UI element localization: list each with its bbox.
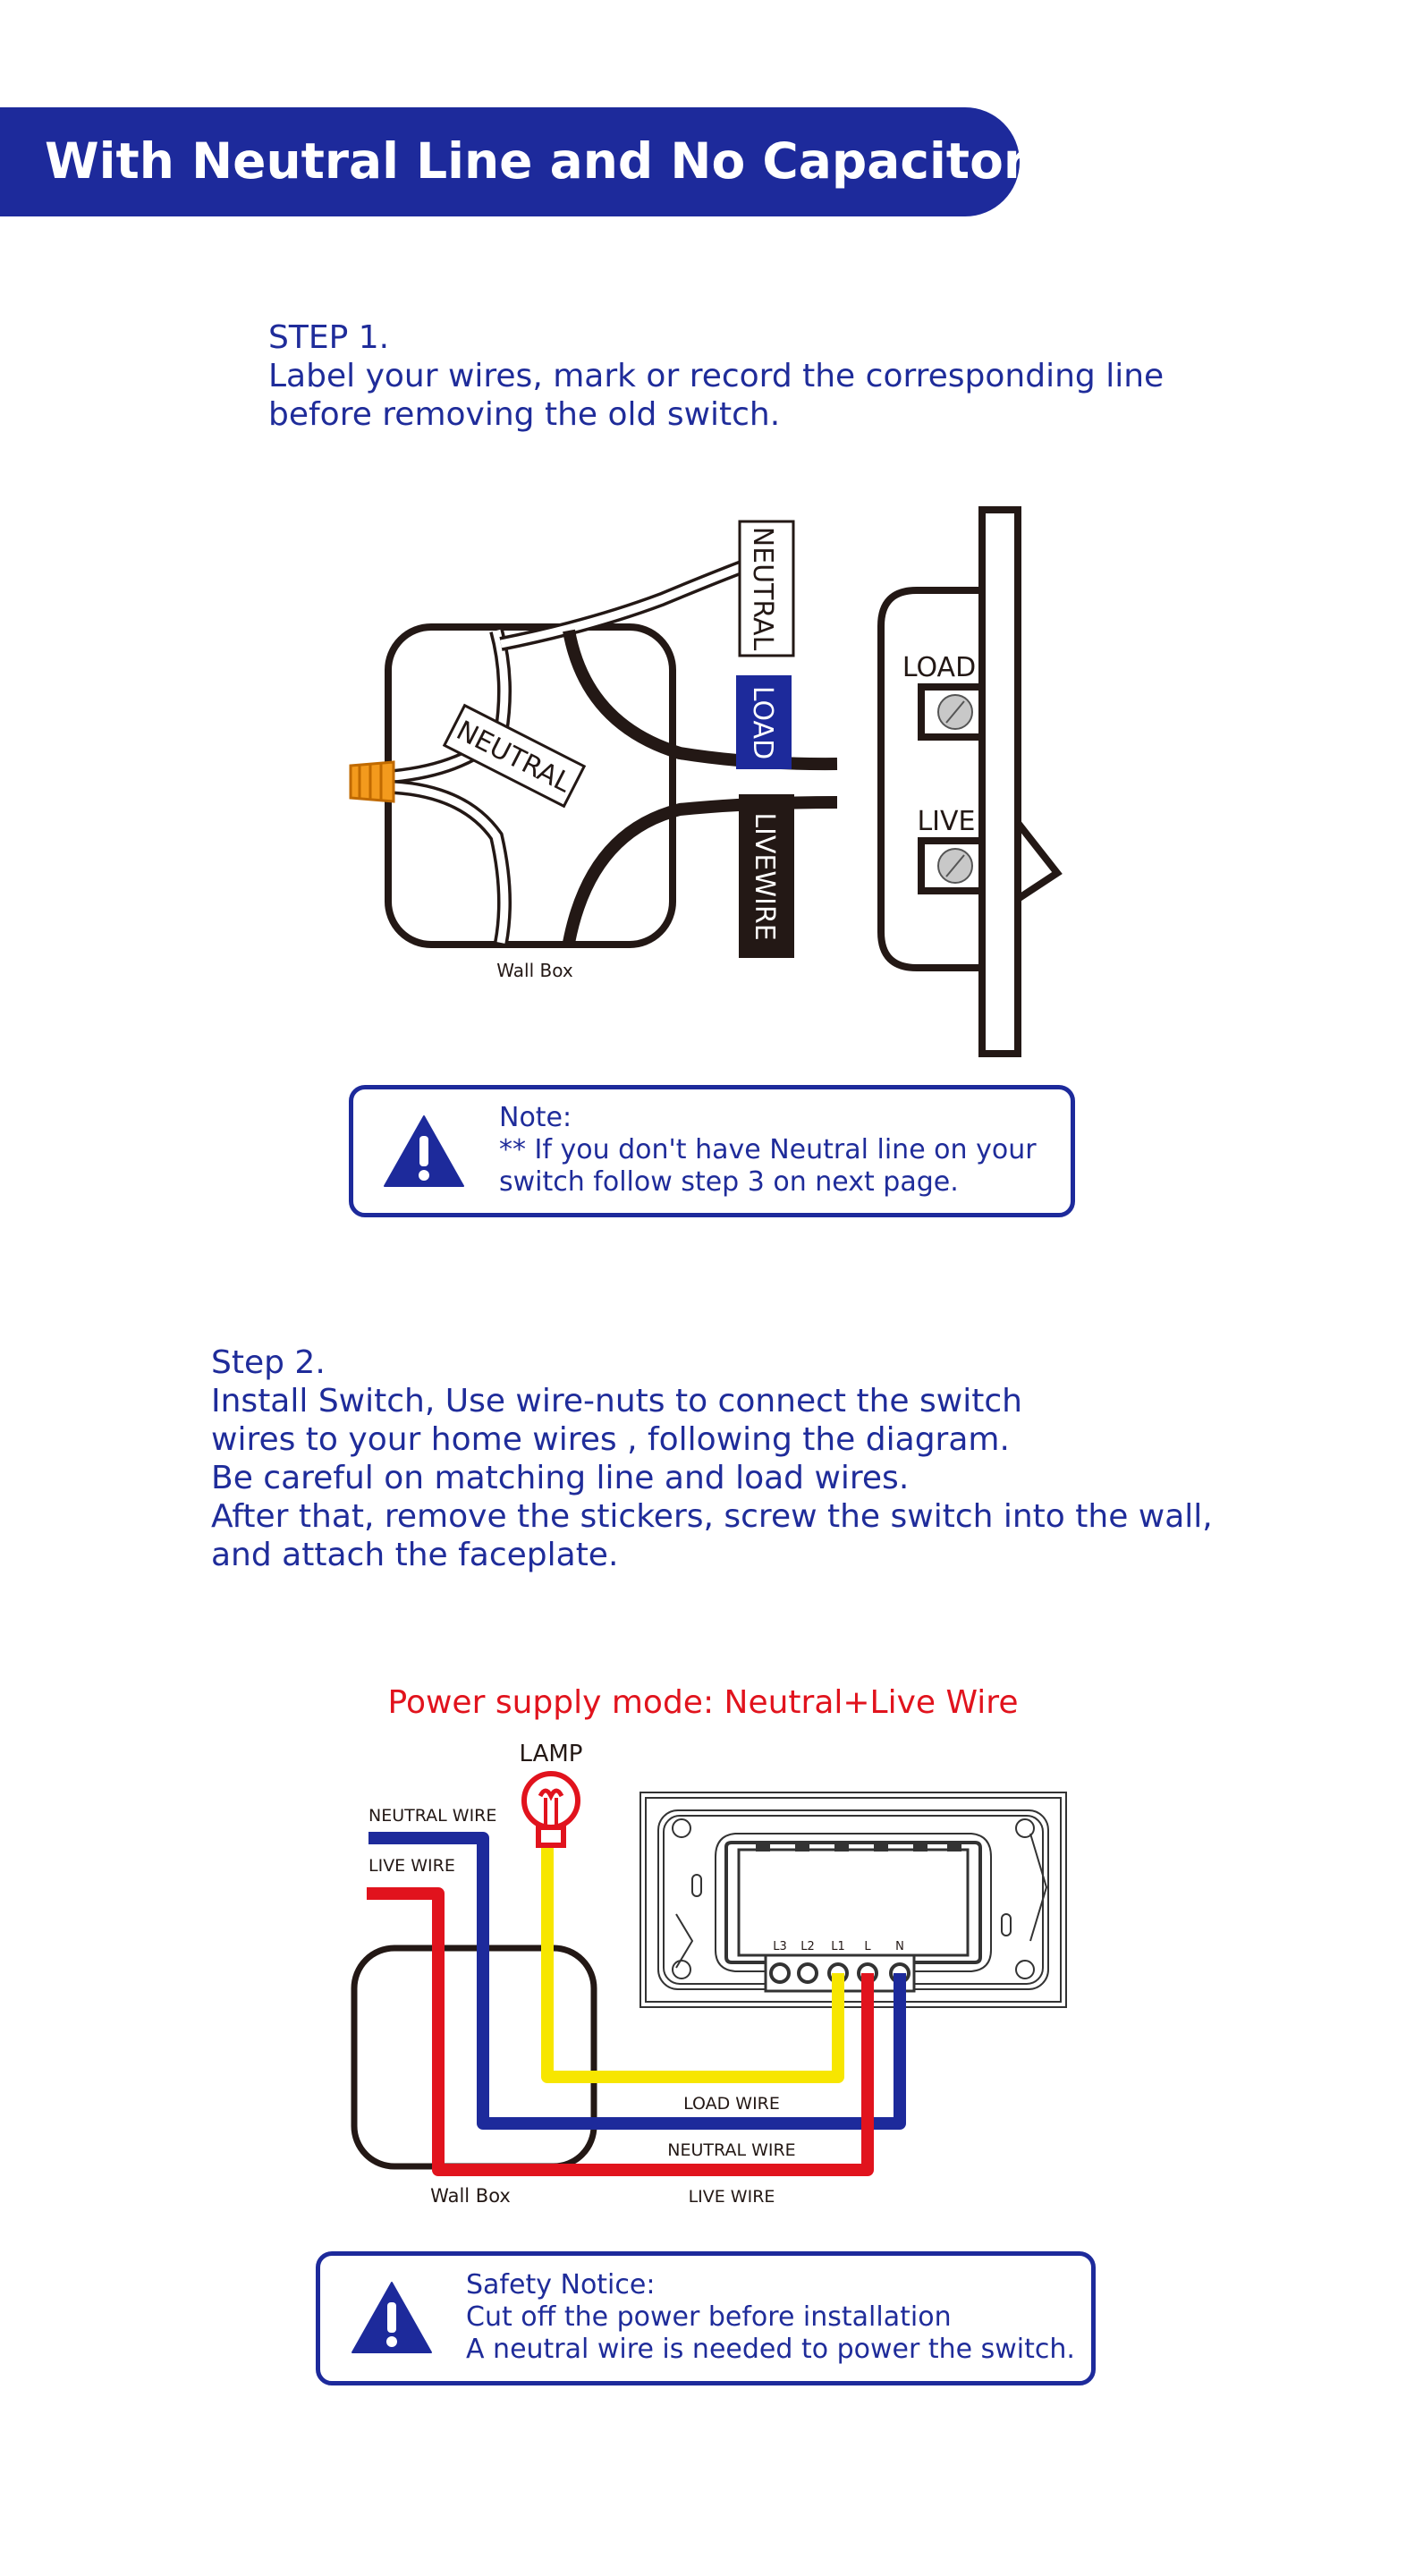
terminal-label-l1: L1 <box>831 1940 845 1953</box>
wall-box-diagram <box>0 0 1406 1073</box>
wall-box-label: Wall Box <box>496 960 573 981</box>
step1-line: Label your wires, mark or record the corresponding line <box>268 358 1165 394</box>
safety-notice-title: Safety Notice: <box>466 2269 656 2301</box>
load-live-wires <box>569 631 837 943</box>
safety-notice-line: A neutral wire is needed to power the switch. <box>466 2334 1075 2365</box>
live-wire-label-top: LIVE WIRE <box>368 1856 455 1876</box>
warning-icon <box>351 2281 433 2354</box>
lamp-icon <box>524 1774 578 1845</box>
step1-line: before removing the old switch. <box>268 396 781 433</box>
step2-line: wires to your home wires , following the diagram. <box>211 1421 1010 1458</box>
switch-side-view <box>881 510 1057 1054</box>
neutral-box-label-text: NEUTRAL <box>451 715 576 800</box>
warning-icon <box>383 1114 465 1188</box>
safety-notice-text <box>466 2269 1075 2366</box>
lamp-label: LAMP <box>519 1741 583 1767</box>
step2-line: After that, remove the stickers, screw the switch into the wall, <box>211 1498 1213 1535</box>
neutral-wire-label <box>445 706 584 807</box>
terminal-label-l2: L2 <box>800 1940 815 1953</box>
power-supply-mode-title: Power supply mode: Neutral+Live Wire <box>387 1684 1019 1721</box>
step2-line: Install Switch, Use wire-nuts to connect the switch <box>211 1383 1022 1419</box>
neutral-wire-label-top: NEUTRAL WIRE <box>368 1806 497 1826</box>
switch-live-label: LIVE <box>917 806 976 837</box>
wire-nut-icon <box>351 762 394 801</box>
step2-line: Be careful on matching line and load wires. <box>211 1460 910 1496</box>
load-tag-text: LOAD <box>747 685 778 760</box>
neutral-wire-label-bottom: NEUTRAL WIRE <box>667 2140 796 2160</box>
section-title: With Neutral Line and No Capacitor <box>45 132 1029 190</box>
terminal-label-l: L <box>864 1940 871 1953</box>
terminal-label-l3: L3 <box>773 1940 787 1953</box>
note-text <box>499 1102 1037 1199</box>
livewire-tag-text: LIVEWIRE <box>749 812 780 941</box>
live-wire-label-bottom: LIVE WIRE <box>688 2187 775 2207</box>
switch-load-label: LOAD <box>902 652 977 683</box>
note-title: Note: <box>499 1102 572 1133</box>
step1-heading: STEP 1. <box>268 319 390 356</box>
safety-notice-line: Cut off the power before installation <box>466 2301 952 2333</box>
live-terminal <box>921 841 982 891</box>
step2-text <box>211 1343 1213 1574</box>
note-line: switch follow step 3 on next page. <box>499 1166 959 1198</box>
wall-box-outline <box>354 1948 594 2166</box>
wall-box-label: Wall Box <box>430 2185 511 2207</box>
terminal-label-n: N <box>895 1940 904 1953</box>
note-line: ** If you don't have Neutral line on your <box>499 1134 1037 1165</box>
load-wire-label: LOAD WIRE <box>683 2094 780 2114</box>
load-terminal <box>921 687 982 737</box>
neutral-tag-text: NEUTRAL <box>747 526 778 651</box>
step2-heading: Step 2. <box>211 1344 326 1381</box>
step2-line: and attach the faceplate. <box>211 1537 619 1573</box>
wiring-diagram <box>0 1735 1406 2236</box>
